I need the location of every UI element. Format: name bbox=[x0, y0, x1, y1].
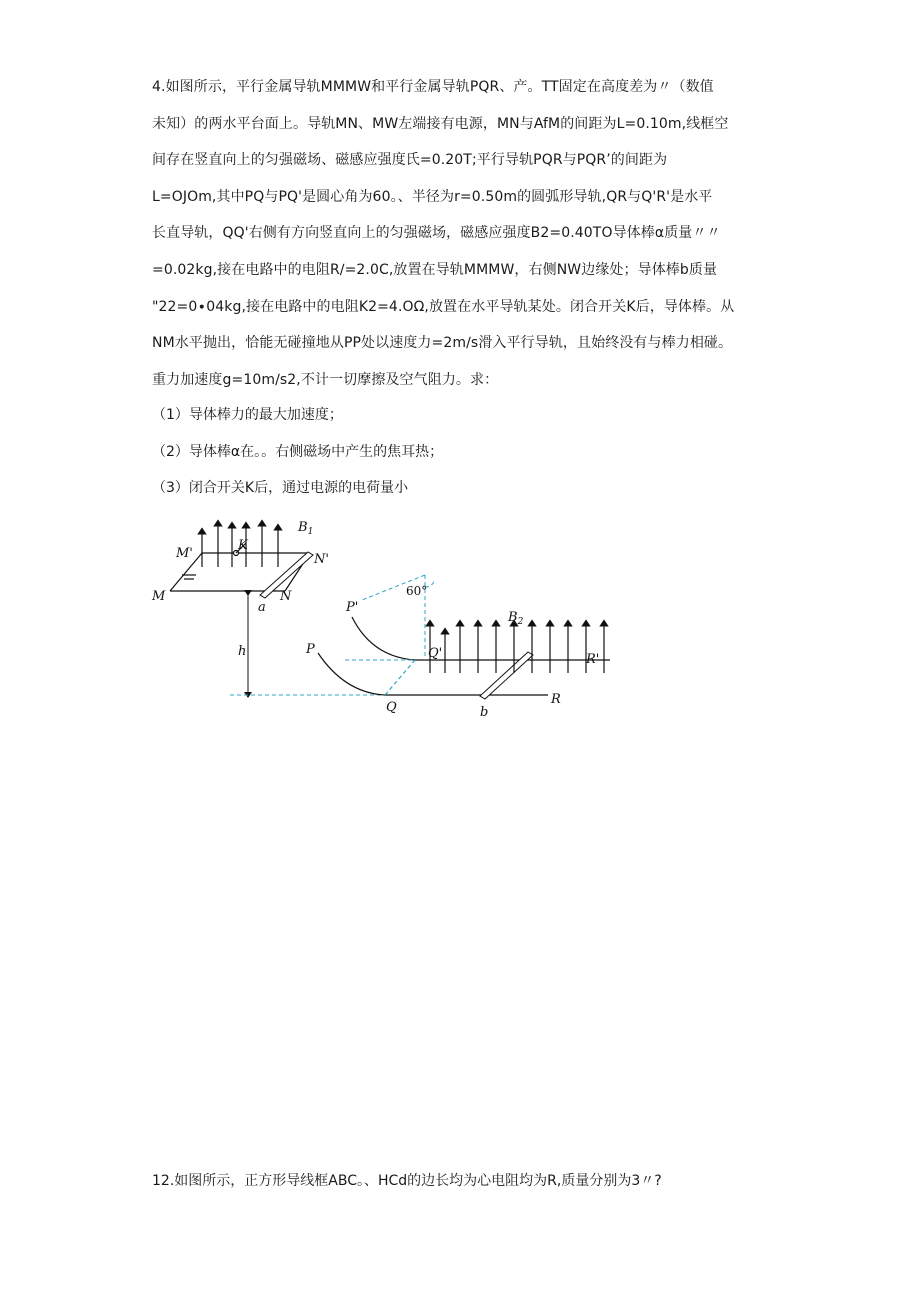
label-r: R bbox=[551, 692, 561, 707]
problem-4-line-5: 长直导轨，QQ'右侧有方向竖直向上的匀强磁场，磁感应强度B2=0.40TO导体棒α质量〃〃 bbox=[152, 225, 721, 242]
problem-4-line-1: 4.如图所示，平行金属导轨MMMW和平行金属导轨PQR、产。TT固定在高度差为〃（数值 bbox=[152, 79, 714, 95]
label-b: b bbox=[480, 705, 489, 720]
problem-4-line-3: 间存在竖直向上的匀强磁场、磁感应强度氏=0.20T;平行导轨PQR与PQR’的间距为 bbox=[152, 152, 668, 169]
problem-4-line-6: =0.02kg,接在电路中的电阻R∕=2.0C,放置在导轨MMMW，右侧NW边缘处；导体棒b质量 bbox=[152, 261, 718, 278]
problem-4-line-4: L=OJOm,其中PQ与PQ'是圆心角为60。、半径为r=0.50m的圆弧形导轨,QR与Q'R'是水平 bbox=[152, 188, 713, 205]
problem-4-line-2: 未知）的两水平台面上。导轨MN、MW左端接有电源，MN与AfM的间距为L=0.10m,线框空 bbox=[152, 115, 729, 132]
label-m-prime: M' bbox=[176, 546, 193, 561]
label-angle: 60° bbox=[406, 584, 428, 598]
problem-4-line-9: 重力加速度g=10m∕s2,不计一切摩擦及空气阻力。求： bbox=[152, 371, 499, 388]
problem-4-line-7: "22=0∙04kg,接在电路中的电阻K2=4.OΩ,放置在水平导轨某处。闭合开关K后，导体棒。从 bbox=[152, 298, 735, 315]
label-q-prime: Q' bbox=[428, 646, 443, 661]
label-q: Q bbox=[386, 700, 397, 715]
label-p: P bbox=[306, 642, 315, 657]
question-1: （1）导体棒力的最大加速度； bbox=[152, 407, 343, 423]
label-b1: $B_1$ bbox=[298, 520, 314, 537]
question-2: （2）导体棒α在。。右侧磁场中产生的焦耳热； bbox=[152, 444, 444, 460]
label-r-prime: R' bbox=[586, 652, 600, 667]
problem-4-text bbox=[152, 69, 772, 398]
label-b2: $B_2$ bbox=[508, 610, 524, 627]
physics-diagram bbox=[140, 505, 620, 720]
label-a: a bbox=[258, 600, 266, 615]
label-p-prime: P' bbox=[346, 600, 359, 615]
lower-rails bbox=[318, 617, 610, 695]
problem-4-line-8: NM水平抛出，恰能无碰撞地从PP处以速度力=2m∕s滑入平行导轨，且始终没有与棒力相碰。 bbox=[152, 335, 733, 352]
problem-12-text: 12.如图所示，正方形导线框ABC。、HCd的边长均为心电阻均为R,质量分别为3〃? bbox=[152, 1173, 662, 1189]
label-h: h bbox=[238, 644, 247, 659]
label-k: K bbox=[238, 538, 248, 553]
label-m: M bbox=[152, 589, 166, 604]
rod-b bbox=[480, 652, 533, 699]
question-3: （3）闭合开关K后，通过电源的电荷量小 bbox=[152, 480, 409, 496]
label-n: N bbox=[280, 589, 292, 604]
label-n-prime: N' bbox=[314, 552, 329, 567]
